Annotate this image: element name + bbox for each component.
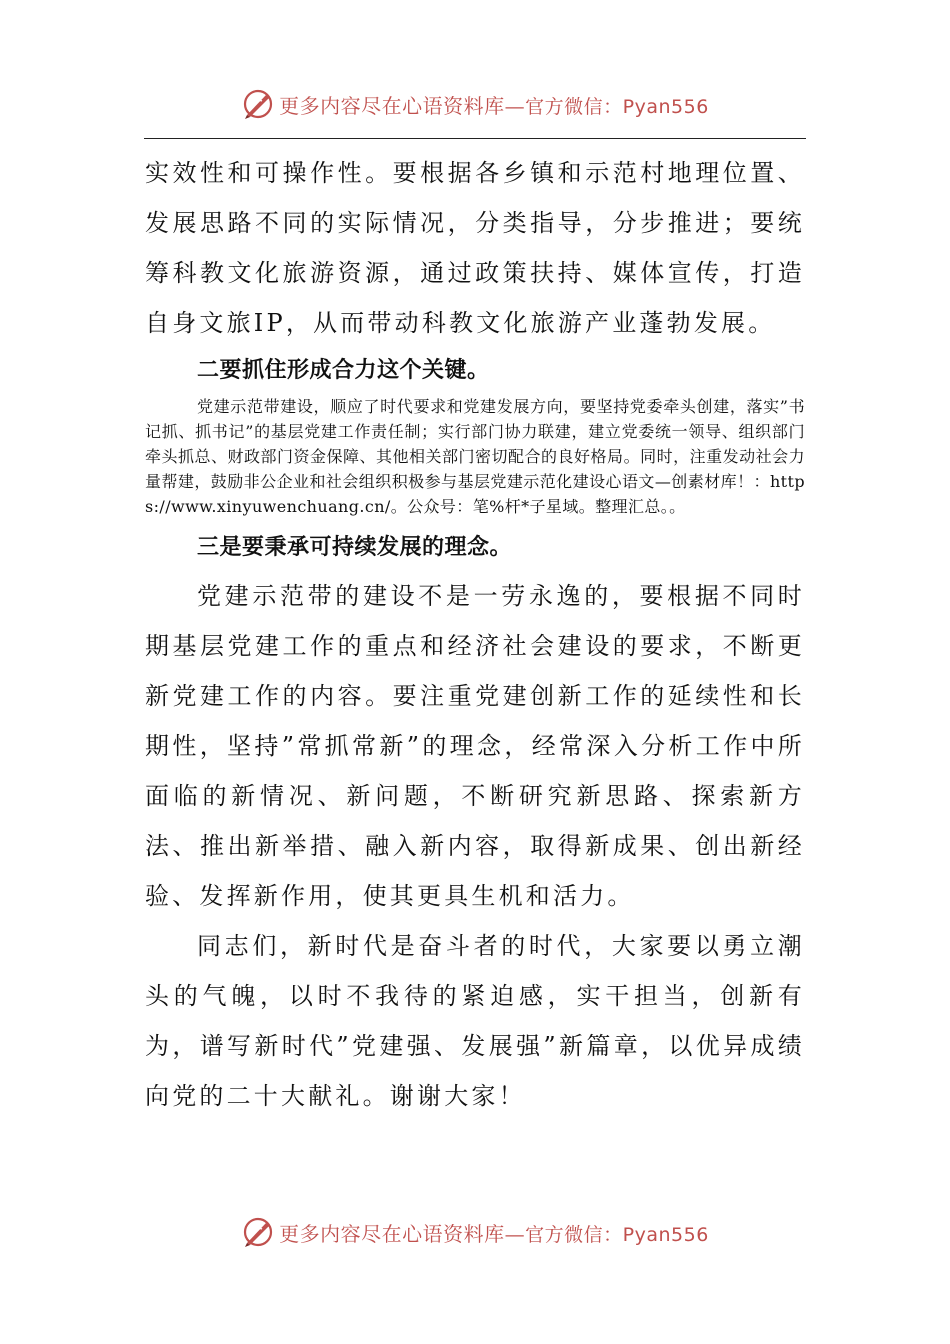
header-wechat: 官方微信：Pyan556 xyxy=(525,95,709,118)
paragraph-3: 党建示范带的建设不是一劳永逸的，要根据不同时期基层党建工作的重点和经济社会建设的要求，不断更新党建工作的内容。要注重党建创新工作的延续性和长期性，坚持”常抓常新”的理念，经常深入分析工作中所面临的新情况、新问题，不断研究新思路、探索新方法、推出新举措、融入新内容，取得新成果、创出新经验、发挥新作用，使其更具生机和活力。 xyxy=(145,582,805,910)
paragraph-1: 实效性和可操作性。要根据各乡镇和示范村地理位置、发展思路不同的实际情况，分类指导，分步推进；要统筹科教文化旅游资源，通过政策扶持、媒体宣传，打造自身文旅IP，从而带动科教文化旅游产业蓬勃发展。 xyxy=(145,159,805,337)
footer-brand: 更多内容尽在心语资料库 xyxy=(279,1221,505,1246)
header-divider xyxy=(144,138,806,139)
header-dash: — xyxy=(504,93,526,118)
footer-wechat: 官方微信：Pyan556 xyxy=(525,1223,709,1246)
paragraph-2: 党建示范带建设，顺应了时代要求和党建发展方向，要坚持党委牵头创建，落实”书记抓、抓书记”的基层党建工作责任制；实行部门协力联建，建立党委统一领导、组织部门牵头抓总、财政部门资金保障、其他相关部门密切配合的良好格局。同时，注重发动社会力量帮建，鼓励非公企业和社会组织积极参与基层党建示范化建设心语文—创素材库！：https://www.xinyuwenchuang.cn/。公众号：笔%杆*子星域。整理汇总。。 xyxy=(145,397,805,516)
document-body xyxy=(145,148,805,1121)
pen-seal-icon xyxy=(241,1215,275,1249)
paragraph-4: 同志们，新时代是奋斗者的时代，大家要以勇立潮头的气魄，以时不我待的紧迫感，实干担当，创新有为，谱写新时代”党建强、发展强”新篇章，以优异成绩向党的二十大献礼。谢谢大家！ xyxy=(145,932,805,1110)
header-brand: 更多内容尽在心语资料库 xyxy=(279,93,505,118)
pen-seal-icon xyxy=(241,87,275,121)
section-heading-2: 二要抓住形成合力这个关键。 xyxy=(197,358,490,383)
header-banner xyxy=(0,84,950,124)
footer-dash: — xyxy=(504,1221,526,1246)
section-heading-3: 三是要秉承可持续发展的理念。 xyxy=(197,535,513,560)
footer-banner xyxy=(0,1212,950,1252)
